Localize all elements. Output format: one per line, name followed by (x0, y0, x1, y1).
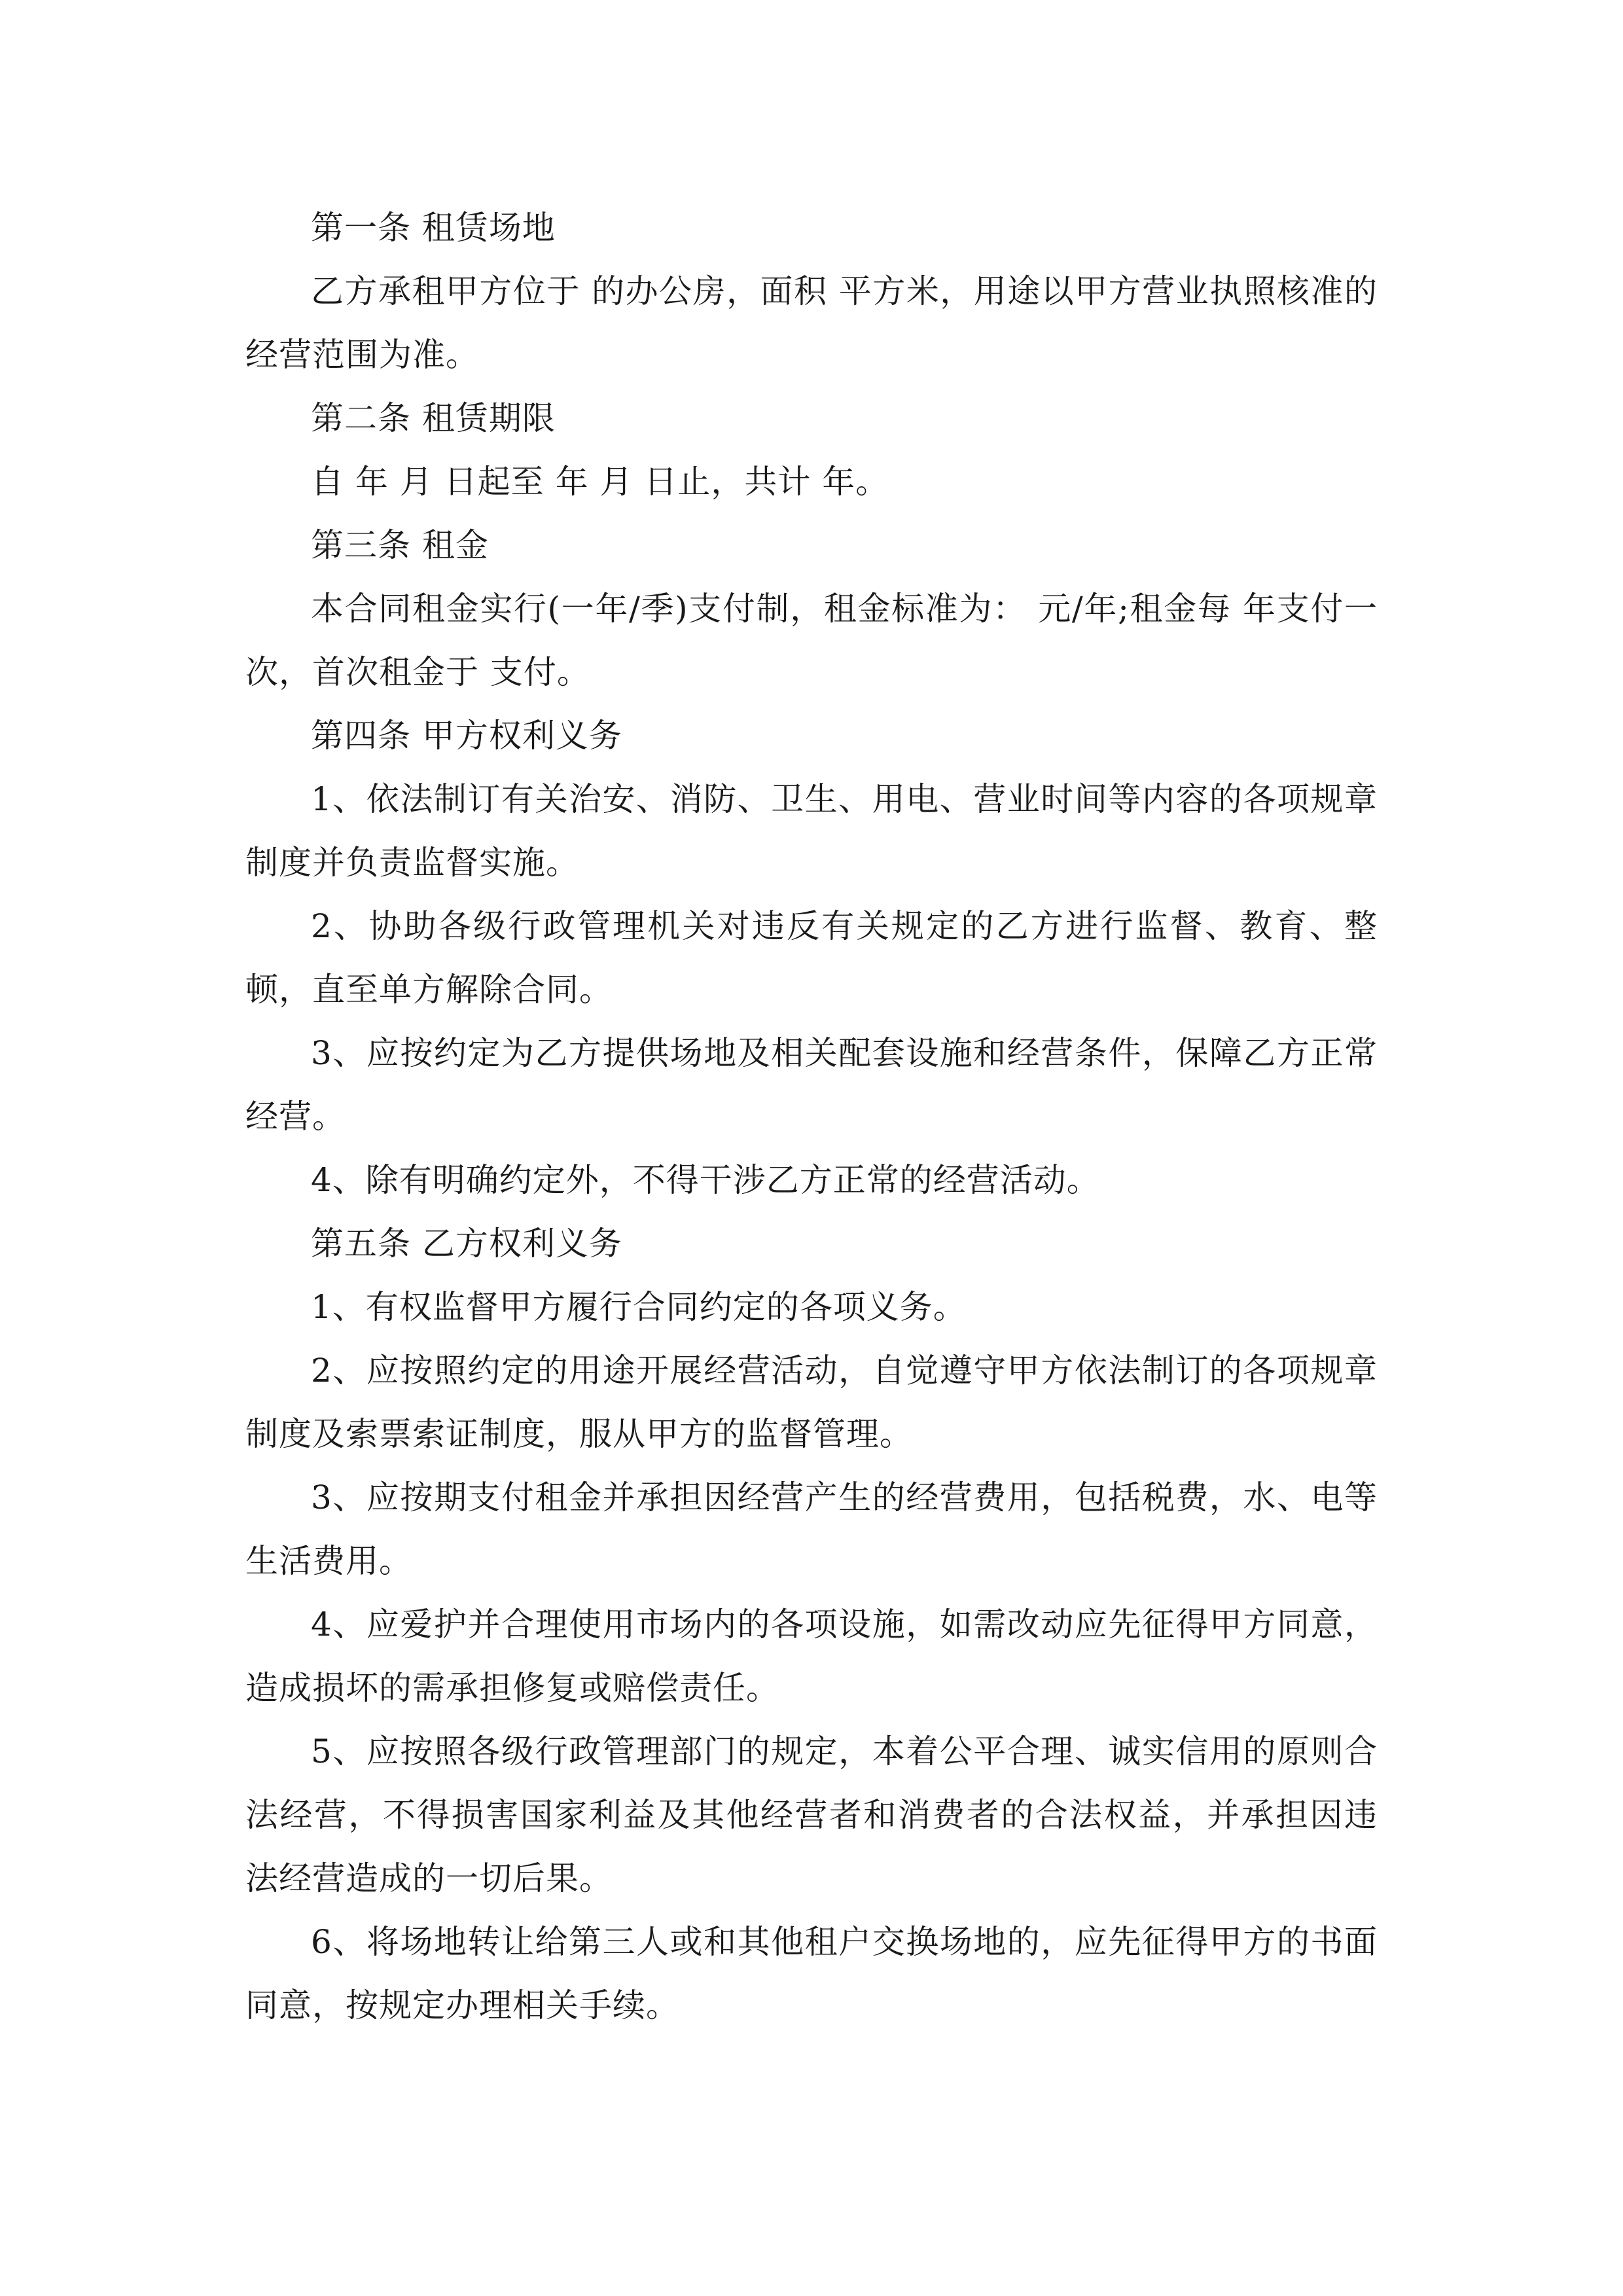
document-body (245, 196, 1378, 2037)
clause-heading-2: 第二条 租赁期限 (311, 399, 556, 437)
clause-item: 3、应按约定为乙方提供场地及相关配套设施和经营条件，保障乙方正常经营。 (245, 1034, 1378, 1136)
clause-item: 6、将场地转让给第三人或和其他租户交换场地的，应先征得甲方的书面同意，按规定办理相关手续。 (245, 1923, 1378, 2024)
clause-item: 4、除有明确约定外，不得干涉乙方正常的经营活动。 (311, 1161, 1100, 1199)
clause-heading-3: 第三条 租金 (311, 526, 489, 564)
clause-heading-4: 第四条 甲方权利义务 (311, 717, 622, 755)
clause-item: 4、应爱护并合理使用市场内的各项设施，如需改动应先征得甲方同意，造成损坏的需承担修复或赔偿责任。 (245, 1605, 1378, 1707)
clause-paragraph: 本合同租金实行(一年/季)支付制，租金标准为： 元/年;租金每 年支付一次，首次租金于 支付。 (245, 590, 1378, 691)
clause-heading-5: 第五条 乙方权利义务 (311, 1225, 622, 1263)
clause-item: 2、协助各级行政管理机关对违反有关规定的乙方进行监督、教育、整顿，直至单方解除合同。 (245, 907, 1378, 1009)
clause-item: 1、依法制订有关治安、消防、卫生、用电、营业时间等内容的各项规章制度并负责监督实施。 (245, 780, 1378, 882)
clause-item: 3、应按期支付租金并承担因经营产生的经营费用，包括税费，水、电等生活费用。 (245, 1479, 1378, 1580)
clause-item: 2、应按照约定的用途开展经营活动，自觉遵守甲方依法制订的各项规章制度及索票索证制度，服从甲方的监督管理。 (245, 1352, 1378, 1453)
clause-item: 5、应按照各级行政管理部门的规定，本着公平合理、诚实信用的原则合法经营，不得损害国家利益及其他经营者和消费者的合法权益，并承担因违法经营造成的一切后果。 (245, 1732, 1378, 1897)
clause-paragraph: 乙方承租甲方位于 的办公房，面积 平方米，用途以甲方营业执照核准的经营范围为准。 (245, 272, 1378, 374)
clause-heading-1: 第一条 租赁场地 (311, 209, 556, 247)
clause-paragraph: 自 年 月 日起至 年 月 日止，共计 年。 (311, 463, 889, 501)
clause-item: 1、有权监督甲方履行合同约定的各项义务。 (311, 1288, 967, 1326)
